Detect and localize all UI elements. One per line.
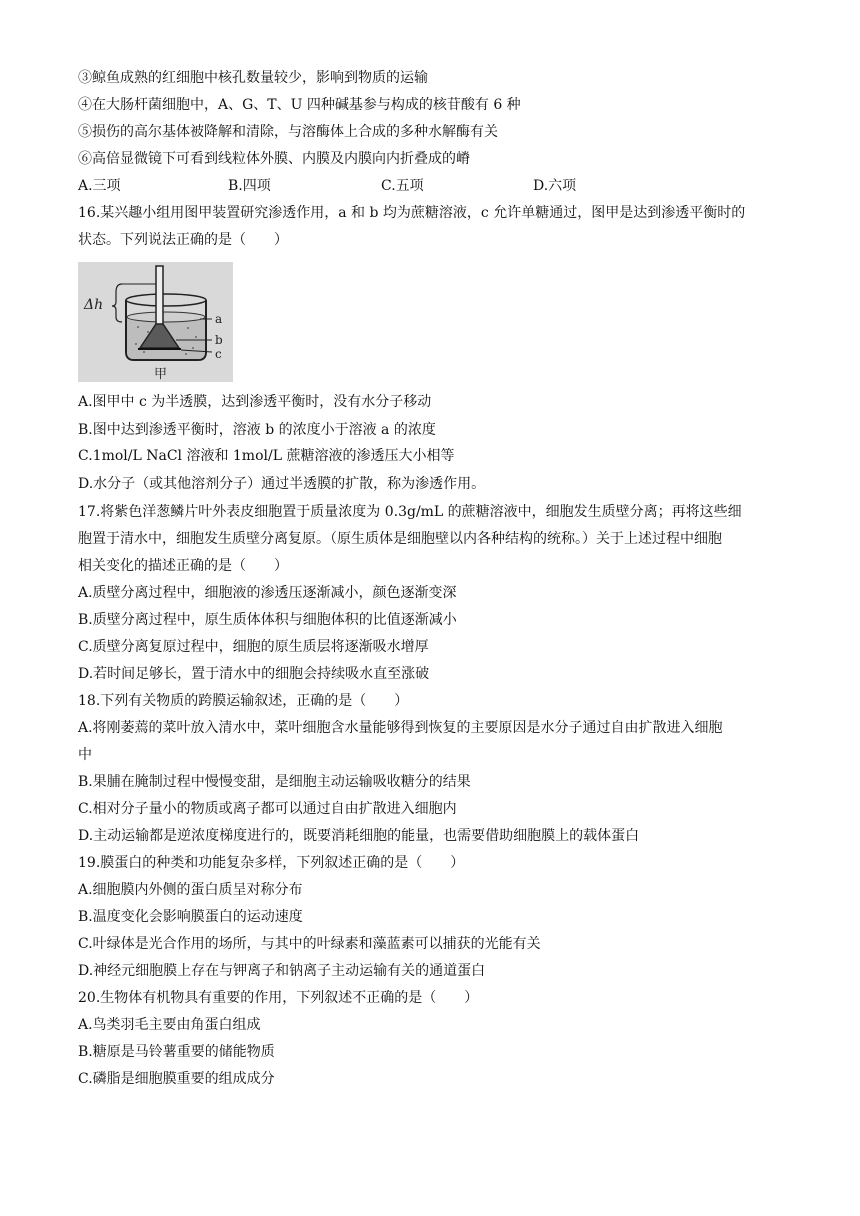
q16-stem-line-2: 状态。下列说法正确的是（ ） xyxy=(78,232,288,248)
q18-stem: 18.下列有关物质的跨膜运输叙述，正确的是（ ） xyxy=(78,693,409,709)
q18-option-d: D.主动运输都是逆浓度梯度进行的，既要消耗细胞的能量，也需要借助细胞膜上的载体蛋白 xyxy=(78,828,640,844)
q20-option-b: B.糖原是马铃薯重要的储能物质 xyxy=(78,1044,275,1060)
q16-option-c: C.1mol/L NaCl 溶液和 1mol/L 蔗糖溶液的渗透压大小相等 xyxy=(78,448,455,464)
label-c: c xyxy=(215,347,222,361)
q17-option-b: B.质壁分离过程中，原生质体体积与细胞体积的比值逐渐减小 xyxy=(78,612,457,628)
q19-option-c: C.叶绿体是光合作用的场所，与其中的叶绿素和藻蓝素可以捕获的光能有关 xyxy=(78,936,541,952)
q19-stem: 19.膜蛋白的种类和功能复杂多样，下列叙述正确的是（ ） xyxy=(78,855,465,871)
q17-stem-line-2: 胞置于清水中，细胞发生质壁分离复原。（原生质体是细胞壁以内各种结构的统称。）关于上述过程中细胞 xyxy=(78,531,722,547)
q16-stem-line-1: 16.某兴趣小组用图甲装置研究渗透作用，a 和 b 均为蔗糖溶液，c 允许单糖通过，图甲是达到渗透平衡时的 xyxy=(78,205,746,221)
label-b: b xyxy=(215,333,223,347)
q17-stem-line-3: 相关变化的描述正确的是（ ） xyxy=(78,558,288,574)
q16-option-d: D.水分子（或其他溶剂分子）通过半透膜的扩散，称为渗透作用。 xyxy=(78,476,486,492)
q15-option-d: D.六项 xyxy=(533,178,577,194)
q20-option-c: C.磷脂是细胞膜重要的组成成分 xyxy=(78,1071,275,1087)
figure-caption: 甲 xyxy=(154,367,168,382)
q19-option-b: B.温度变化会影响膜蛋白的运动速度 xyxy=(78,909,303,925)
q17-option-d: D.若时间足够长，置于清水中的细胞会持续吸水直至涨破 xyxy=(78,666,430,682)
q17-option-a: A.质壁分离过程中，细胞液的渗透压逐渐减小，颜色逐渐变深 xyxy=(78,585,457,601)
q15-option-b: B.四项 xyxy=(228,178,271,194)
q17-option-c: C.质壁分离复原过程中，细胞的原生质层将逐渐吸水增厚 xyxy=(78,639,429,655)
q20-stem: 20.生物体有机物具有重要的作用，下列叙述不正确的是（ ） xyxy=(78,990,479,1006)
label-a: a xyxy=(215,312,223,326)
osmosis-apparatus-figure xyxy=(78,262,233,382)
delta-h-label: Δh xyxy=(84,297,104,313)
q16-option-b: B.图中达到渗透平衡时，溶液 b 的浓度小于溶液 a 的浓度 xyxy=(78,422,436,438)
q15-option-a: A.三项 xyxy=(78,178,121,194)
q18-option-c: C.相对分子量小的物质或离子都可以通过自由扩散进入细胞内 xyxy=(78,801,457,817)
q18-option-a: A.将刚萎蔫的菜叶放入清水中，菜叶细胞含水量能够得到恢复的主要原因是水分子通过自由扩散进入细胞 xyxy=(78,720,723,736)
q20-option-a: A.鸟类羽毛主要由角蛋白组成 xyxy=(78,1017,261,1033)
q18-option-b: B.果脯在腌制过程中慢慢变甜，是细胞主动运输吸收糖分的结果 xyxy=(78,774,471,790)
osmosis-diagram xyxy=(78,262,233,382)
q19-option-a: A.细胞膜内外侧的蛋白质呈对称分布 xyxy=(78,882,303,898)
statement-6: ⑥高倍显微镜下可看到线粒体外膜、内膜及内膜向内折叠成的嵴 xyxy=(78,151,470,167)
q19-option-d: D.神经元细胞膜上存在与钾离子和钠离子主动运输有关的通道蛋白 xyxy=(78,963,486,979)
statement-3: ③鲸鱼成熟的红细胞中核孔数量较少，影响到物质的运输 xyxy=(78,70,428,86)
q18-option-a-cont: 中 xyxy=(78,747,92,763)
statement-4: ④在大肠杆菌细胞中，A、G、T、U 四种碱基参与构成的核苷酸有 6 种 xyxy=(78,97,521,113)
q15-options xyxy=(78,176,778,196)
q15-option-c: C.五项 xyxy=(381,178,424,194)
q16-option-a: A.图甲中 c 为半透膜，达到渗透平衡时，没有水分子移动 xyxy=(78,394,432,410)
q17-stem-line-1: 17.将紫色洋葱鳞片叶外表皮细胞置于质量浓度为 0.3g/mL 的蔗糖溶液中，细胞发生质壁分离；再将这些细 xyxy=(78,504,742,520)
statement-5: ⑤损伤的高尔基体被降解和清除，与溶酶体上合成的多种水解酶有关 xyxy=(78,124,498,140)
